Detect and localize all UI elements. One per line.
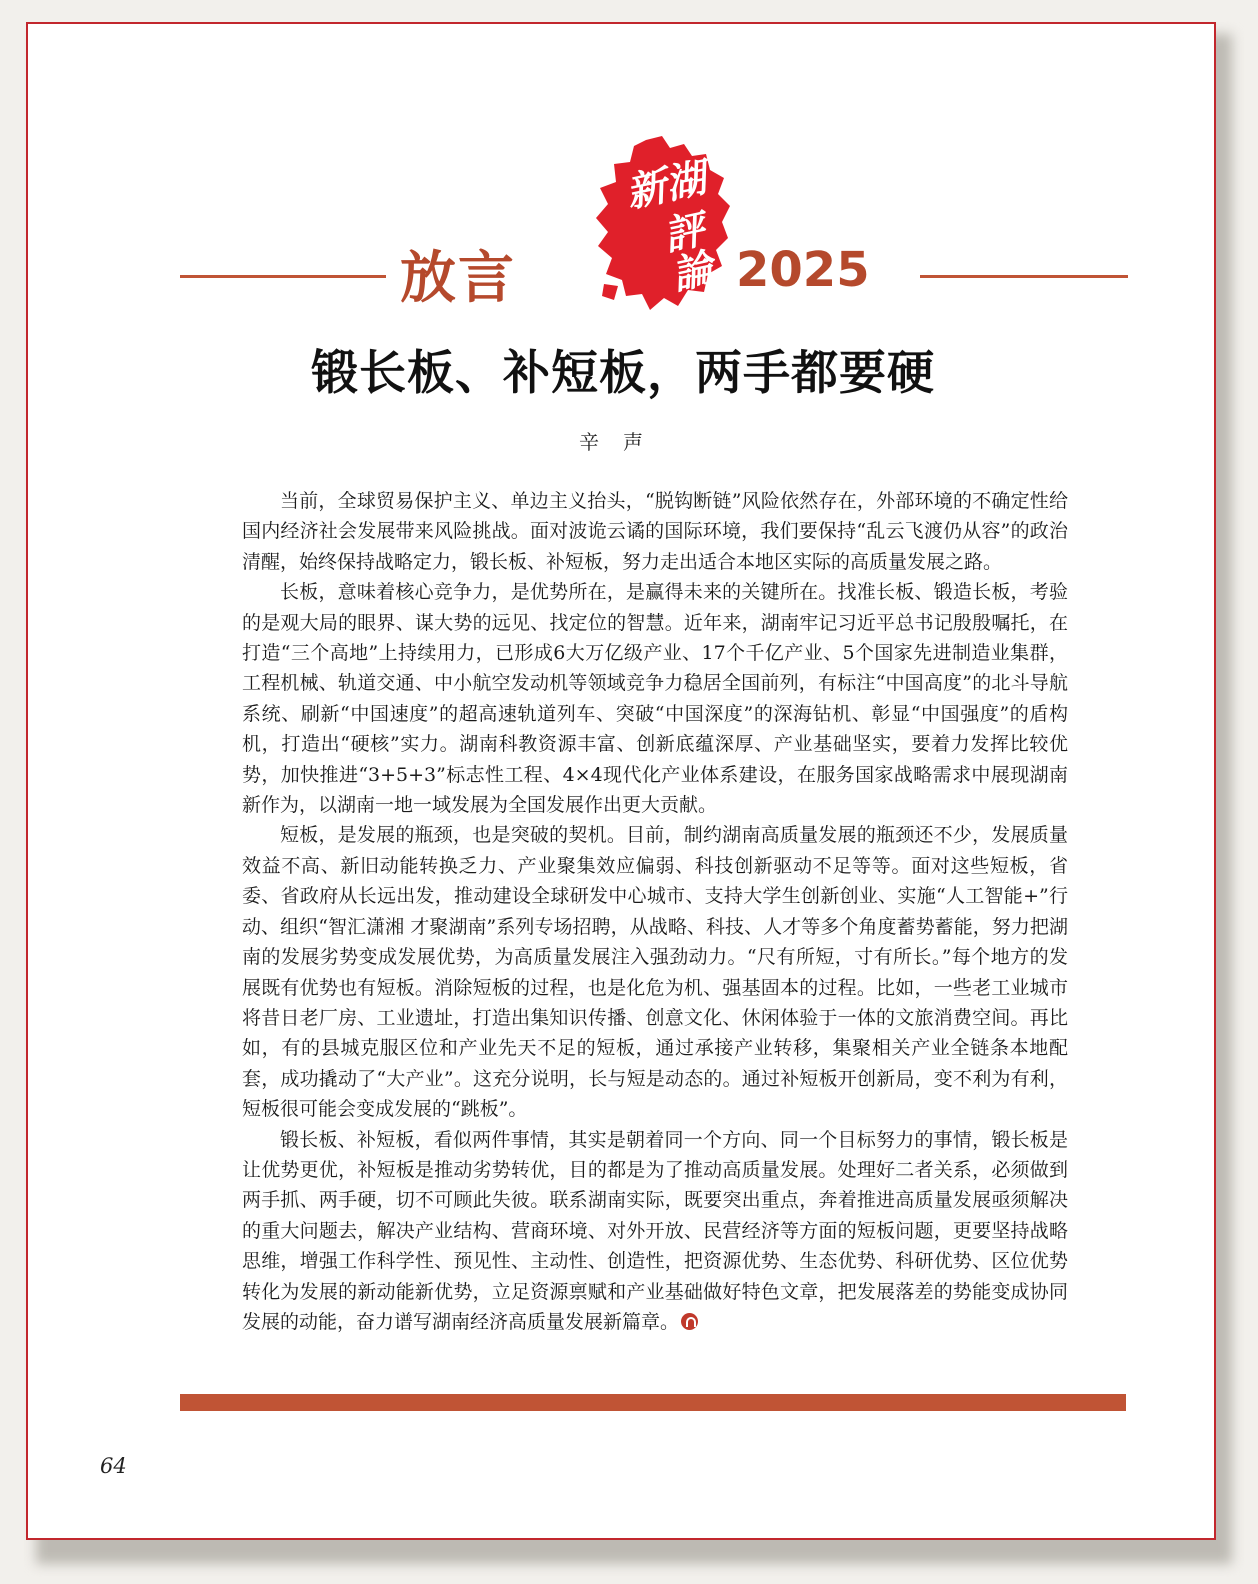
paragraph-1: 当前，全球贸易保护主义、单边主义抬头，“脱钩断链”风险依然存在，外部环境的不确定性给国内经济社会发展带来风险挑战。面对波诡云谲的国际环境，我们要保持“乱云飞渡仍从容”的政治清醒，始终保持战略定力，锻长板、补短板，努力走出适合本地区实际的高质量发展之路。 xyxy=(242,490,1068,573)
article-author: 辛声 xyxy=(579,430,667,454)
header-rule-right xyxy=(920,275,1128,278)
paragraph-4-text: 锻长板、补短板，看似两件事情，其实是朝着同一个方向、同一个目标努力的事情，锻长板是让优势更优，补短板是推动劣势转优，目的都是为了推动高质量发展。处理好二者关系，必须做到两手抓、两手硬，切不可顾此失彼。联系湖南实际，既要突出重点，奔着推进高质量发展亟须解决的重大问题去，解决产业结构、营商环境、对外开放、民营经济等方面的短板问题，更要坚持战略思维，增强工作科学性、预见性、主动性、创造性，把资源优势、生态优势、科研优势、区位优势转化为发展的新动能新优势，立足资源禀赋和产业基础做好特色文章，把发展落差的势能变成协同发展的动能，奋力谱写湖南经济高质量发展新篇章。 xyxy=(242,1128,1068,1333)
column-header xyxy=(180,134,1128,334)
magazine-page xyxy=(26,22,1216,1540)
article-title: 锻长板、补短板，两手都要硬 xyxy=(311,346,935,401)
paragraph-2: 长板，意味着核心竞争力，是优势所在，是赢得未来的关键所在。找准长板、锻造长板，考验的是观大局的眼界、谋大势的远见、找定位的智慧。近年来，湖南牢记习近平总书记殷殷嘱托，在打造“三个高地”上持续用力，已形成6大万亿级产业、17个千亿产业、5个国家先进制造业集群，工程机械、轨道交通、中小航空发动机等领域竞争力稳居全国前列，有标注“中国高度”的北斗导航系统、刷新“中国速度”的超高速轨道列车、突破“中国深度”的深海钻机、彰显“中国强度”的盾构机，打造出“硬核”实力。湖南科教资源丰富、创新底蕴深厚、产业基础坚实，要着力发挥比较优势，加快推进“3+5+3”标志性工程、4×4现代化产业体系建设，在服务国家战略需求中展现湖南新作为，以湖南一地一域发展为全国发展作出更大贡献。 xyxy=(242,581,1068,817)
column-name: 放言 xyxy=(400,246,516,311)
column-year: 2025 xyxy=(736,242,870,298)
page-number: 64 xyxy=(100,1454,127,1478)
paragraph-4 xyxy=(242,1125,1068,1338)
paragraph-3: 短板，是发展的瓶颈，也是突破的契机。目前，制约湖南高质量发展的瓶颈还不少，发展质量效益不高、新旧动能转换乏力、产业聚集效应偏弱、科技创新驱动不足等等。面对这些短板，省委、省政府从长远出发，推动建设全球研发中心城市、支持大学生创新创业、实施“人工智能+”行动、组织“智汇潇湘 才聚湖南”系列专场招聘，从战略、科技、人才等多个角度蓄势蓄能，努力把湖南的发展劣势变成发展优势，为高质量发展注入强劲动力。“尺有所短，寸有所长。”每个地方的发展既有优势也有短板。消除短板的过程，也是化危为机、强基固本的过程。比如，一些老工业城市将昔日老厂房、工业遗址，打造出集知识传播、创意文化、休闲体验于一体的文旅消费空间。再比如，有的县城克服区位和产业先天不足的短板，通过承接产业转移，集聚相关产业全链条本地配套，成功撬动了“大产业”。这充分说明，长与短是动态的。通过补短板开创新局，变不利为有利，短板很可能会变成发展的“跳板”。 xyxy=(242,824,1068,1121)
end-mark-icon xyxy=(681,1313,698,1330)
seal-calligraphy-top: 新湖 xyxy=(621,154,710,217)
seal-calligraphy-bottom: 評論 xyxy=(659,205,717,299)
hunan-map-seal-logo xyxy=(584,134,734,314)
header-rule-left xyxy=(180,275,386,278)
footer-bar xyxy=(180,1394,1126,1411)
article-body xyxy=(242,486,1068,1337)
